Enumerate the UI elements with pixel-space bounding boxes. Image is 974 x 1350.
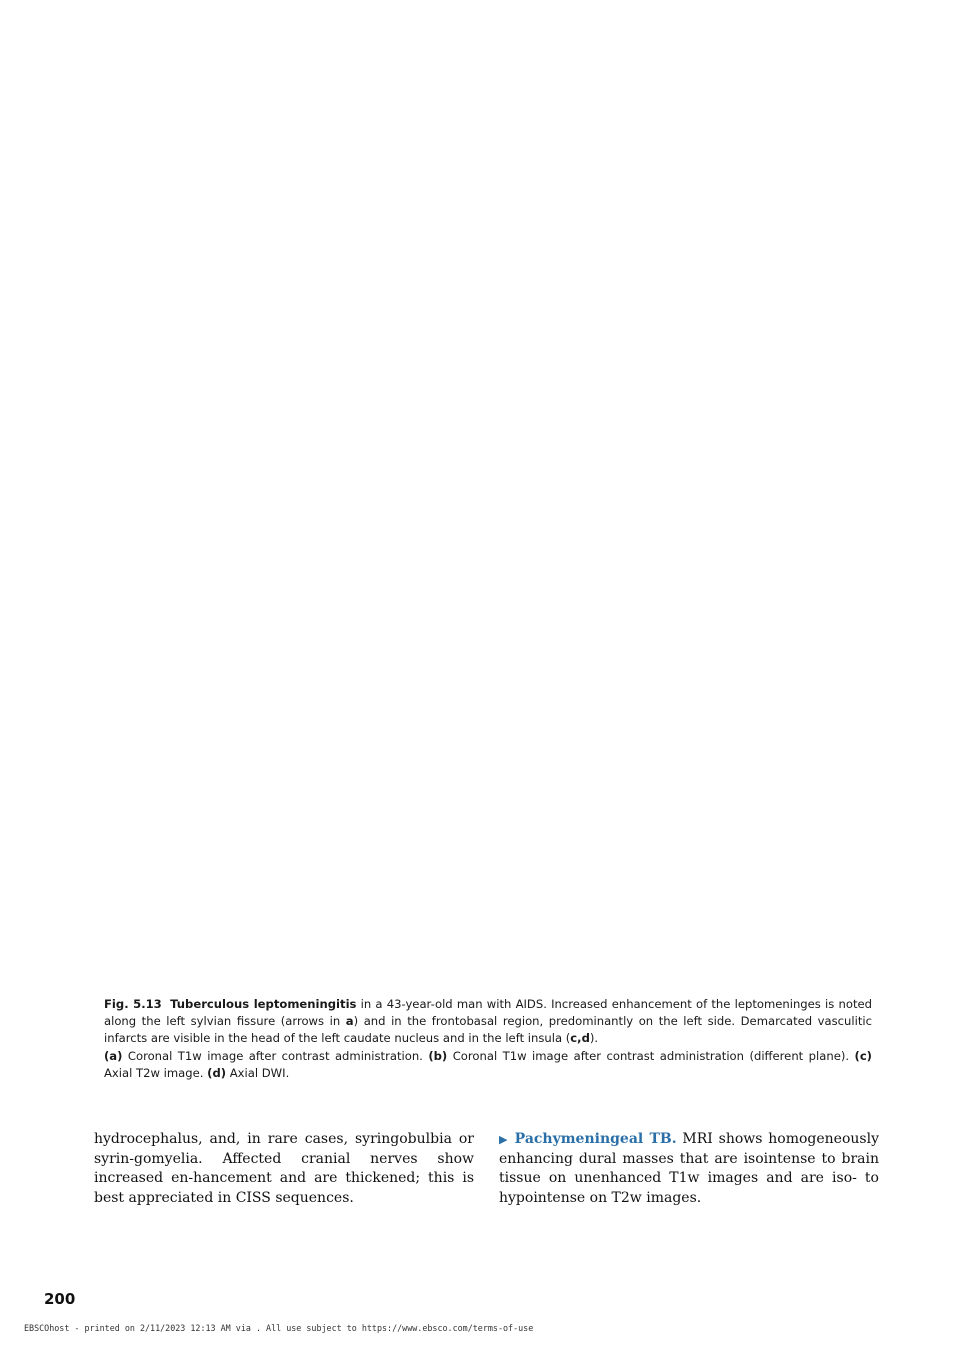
figure-title: Tuberculous leptomeningitis bbox=[170, 997, 357, 1011]
figure-label: Fig. 5.13 bbox=[104, 997, 162, 1011]
caption-text-1: in a 43-year-old man with AIDS. Increased enhancement of the leptomeninges is noted along the left sylvian fissure (arrows in bbox=[104, 997, 872, 1029]
footer-notice: EBSCOhost - printed on 2/11/2023 12:13 AM via . All use subject to https://www.ebsco.com/terms-of-use bbox=[24, 1323, 534, 1333]
part-c-text: Axial T2w image. bbox=[104, 1065, 208, 1080]
part-d-label: (d) bbox=[207, 1065, 227, 1080]
figure-caption bbox=[104, 996, 872, 1082]
caption-text-3: ). bbox=[589, 1031, 599, 1046]
part-b-label: (b) bbox=[428, 1048, 448, 1063]
caption-ref-cd: c,d bbox=[570, 1031, 590, 1046]
right-paragraph: MRI shows homogeneously enhancing dural masses that are isointense to brain tissue on unenhanced T1w images and are iso- to hypointense on T2w images. bbox=[499, 1131, 879, 1206]
caption-main bbox=[104, 996, 872, 1048]
caption-text-2: ) and in the frontobasal region, predominantly on the left side. Demarcated vasculitic infarcts are visible in the head of the left caudate nucleus and in the left insula ( bbox=[104, 1014, 872, 1046]
part-a-text: Coronal T1w image after contrast administration. bbox=[122, 1048, 429, 1063]
caption-ref-a: a bbox=[345, 1014, 354, 1029]
part-d-text: Axial DWI. bbox=[226, 1065, 290, 1080]
triangle-marker-icon: ▶ bbox=[499, 1133, 509, 1146]
part-a-label: (a) bbox=[104, 1048, 123, 1063]
page-number: 200 bbox=[44, 1290, 76, 1308]
part-b-text: Coronal T1w image after contrast administration (different plane). bbox=[447, 1048, 855, 1063]
body-column-right bbox=[499, 1130, 879, 1208]
left-paragraph: hydrocephalus, and, in rare cases, syringobulbia or syrin-gomyelia. Affected cranial nerves show increased en-hancement and are thickened; this is best appreciated in CISS sequences. bbox=[94, 1131, 474, 1206]
figure-image-area bbox=[104, 0, 872, 985]
caption-parts bbox=[104, 1048, 872, 1082]
part-c-label: (c) bbox=[854, 1048, 872, 1063]
section-lead-heading: Pachymeningeal TB. bbox=[514, 1131, 677, 1147]
body-column-left bbox=[94, 1130, 474, 1208]
